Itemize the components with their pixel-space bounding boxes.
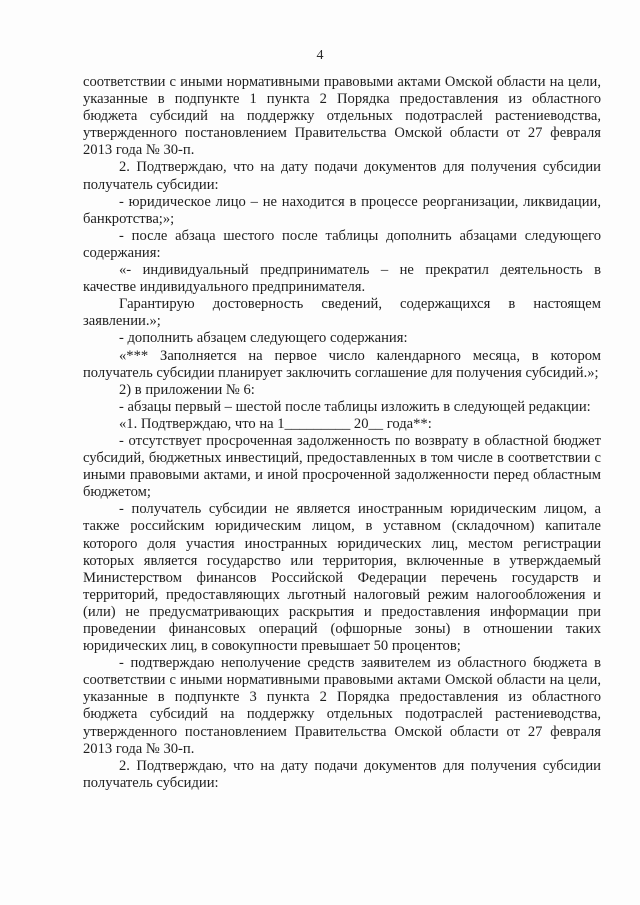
paragraph: 2) в приложении № 6: bbox=[119, 381, 255, 398]
paragraph: - юридическое лицо – не находится в процессе реорганизации, ликвидации, банкротства;»; bbox=[83, 193, 601, 227]
paragraph: Гарантирую достоверность сведений, содержащихся в настоящем заявлении.»; bbox=[83, 296, 601, 330]
paragraph: - абзацы первый – шестой после таблицы изложить в следующей редакции: bbox=[119, 398, 591, 415]
document-body bbox=[83, 74, 601, 792]
page-number: 4 bbox=[316, 48, 324, 63]
paragraph: - отсутствует просроченная задолженность по возврату в областной бюджет субсидий, бюджетных инвестиций, предоставленных в том числе в соответствии с иными правовыми актами, и иной просроченной задолженности перед областным бюджетом; bbox=[83, 432, 601, 501]
paragraph: «1. Подтверждаю, что на 1_________ 20__ года**: bbox=[119, 415, 432, 432]
paragraph: - дополнить абзацем следующего содержания: bbox=[119, 330, 408, 347]
paragraph: «- индивидуальный предприниматель – не прекратил деятельность в качестве индивидуального предпринимателя. bbox=[83, 262, 601, 296]
paragraph-continuation: соответствии с иными нормативными правовыми актами Омской области на цели, указанные в подпункте 1 пункта 2 Порядка предоставления из областного бюджета субсидий на поддержку отдельных подотраслей растениеводства, утвержденного постановлением Правительства Омской области от 27 февраля 2013 года № 30-п. bbox=[83, 74, 601, 159]
paragraph: - подтверждаю неполучение средств заявителем из областного бюджета в соответствии с иными нормативными правовыми актами Омской области на цели, указанные в подпункте 3 пункта 2 Порядка предоставления из областного бюджета субсидий на поддержку отдельных подотраслей растениеводства, утвержденного постановлением Правительства Омской области от 27 февраля 2013 года № 30-п. bbox=[83, 655, 601, 757]
paragraph: 2. Подтверждаю, что на дату подачи документов для получения субсидии получатель субсидии: bbox=[83, 757, 601, 791]
paragraph: - получатель субсидии не является иностранным юридическим лицом, а также российским юридическим лицом, в уставном (складочном) капитале которого доля участия иностранных юридических лиц, местом регистрации которых является государство или территория, включенные в утверждаемый Министерством финансов Российской Федерации перечень государств и территорий, предоставляющих льготный налоговый режим налогообложения и (или) не предусматривающих раскрытия и предоставления информации при проведении финансовых операций (офшорные зоны) в отношении таких юридических лиц, в совокупности превышает 50 процентов; bbox=[83, 501, 601, 655]
paragraph: 2. Подтверждаю, что на дату подачи документов для получения субсидии получатель субсидии: bbox=[83, 159, 601, 193]
paragraph: - после абзаца шестого после таблицы дополнить абзацами следующего содержания: bbox=[83, 227, 601, 261]
paragraph: «*** Заполняется на первое число календарного месяца, в котором получатель субсидии планирует заключить соглашение для получения субсидий.»; bbox=[83, 347, 601, 381]
